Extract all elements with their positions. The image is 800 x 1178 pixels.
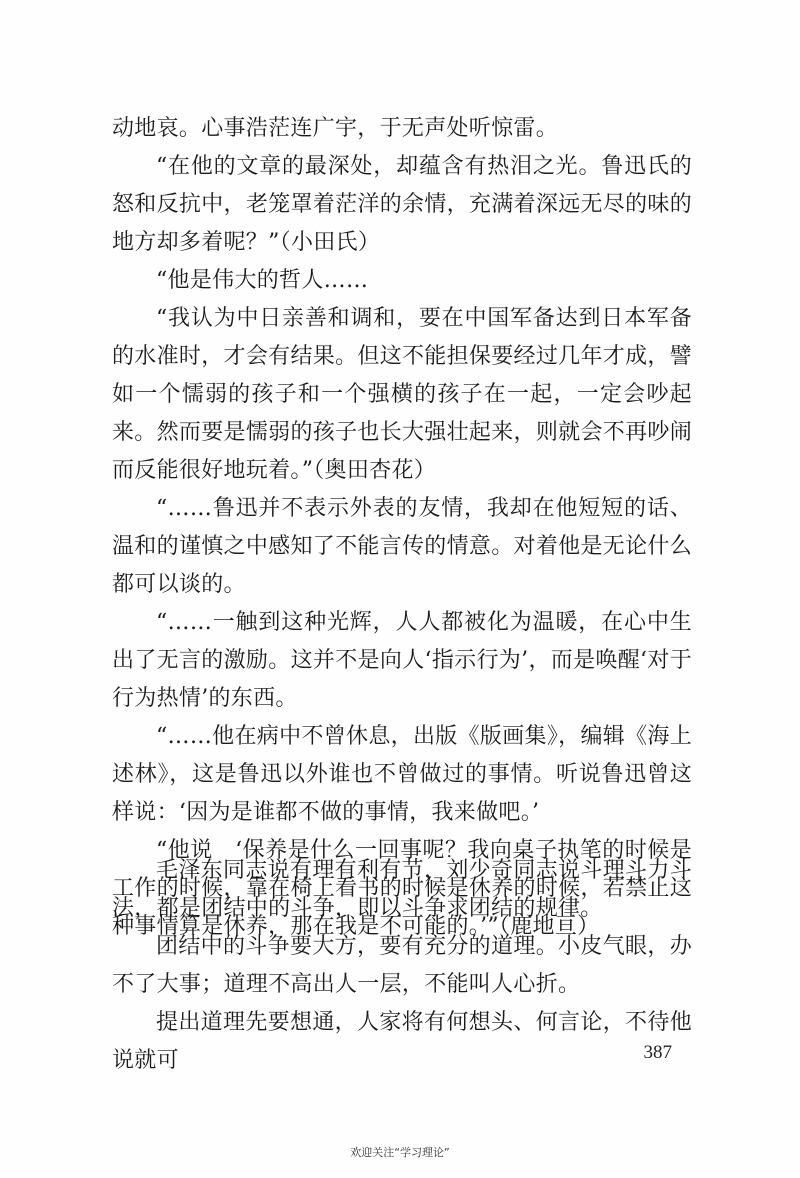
essay-paragraph: 提出道理先要想通，人家将有何想头、何言论，不待他说就可 [112, 1010, 692, 1073]
essay-paragraph: 毛泽东同志说有理有利有节，刘少奇同志说斗理斗力斗法，都是团结中的斗争，即以斗争求团结的规律。 [112, 858, 692, 921]
quote-paragraph: “在他的文章的最深处，却蕴含有热泪之光。鲁迅氏的怒和反抗中，老笼罩着茫洋的余情，充满着深远无尽的味的地方却多着呢？”（小田氏） [112, 154, 692, 255]
page-number: 387 [643, 1042, 672, 1063]
quote-paragraph: “我认为中日亲善和调和，要在中国军备达到日本军备的水准时，才会有结果。但这不能担保要经过几年才成，譬如一个懦弱的孩子和一个强横的孩子在一起，一定会吵起来。然而要是懦弱的孩子也长大强壮起来，则就会不再吵闹而反能很好地玩着。”（奥田杏花） [112, 306, 692, 483]
footer-note: 欢迎关注“学习理论” [350, 1146, 450, 1159]
quotes-section [112, 110, 692, 946]
quote-paragraph: “……他在病中不曾休息，出版《版画集》，编辑《海上述林》，这是鲁迅以外谁也不曾做过的事情。听说鲁迅曾这样说：‘因为是谁都不做的事情，我来做吧。’ [112, 724, 692, 825]
continuation-line: 动地哀。心事浩茫连广宇，于无声处听惊雷。 [112, 116, 559, 141]
essay-section [112, 852, 692, 1080]
quote-paragraph: “……一触到这种光辉，人人都被化为温暖，在心中生出了无言的激励。这并不是向人‘指示行为’，而是唤醒‘对于行为热情’的东西。 [112, 610, 692, 711]
quote-paragraph: “……鲁迅并不表示外表的友情，我却在他短短的话、温和的谨慎之中感知了不能言传的情意。对着他是无论什么都可以谈的。 [112, 496, 692, 597]
quote-paragraph: “他说 ‘保养是什么一回事呢？我向桌子执笔的时候是工作的时候，靠在椅上看书的时候是休养的时候，若禁止这种事情算是休养，那在我是不可能的。’”（鹿地亘） [112, 838, 692, 939]
quote-paragraph: “他是伟大的哲人…… [156, 268, 369, 293]
essay-paragraph: 团结中的斗争要大方，要有充分的道理。小皮气眼，办不了大事；道理不高出人一层，不能叫人心折。 [112, 934, 692, 997]
